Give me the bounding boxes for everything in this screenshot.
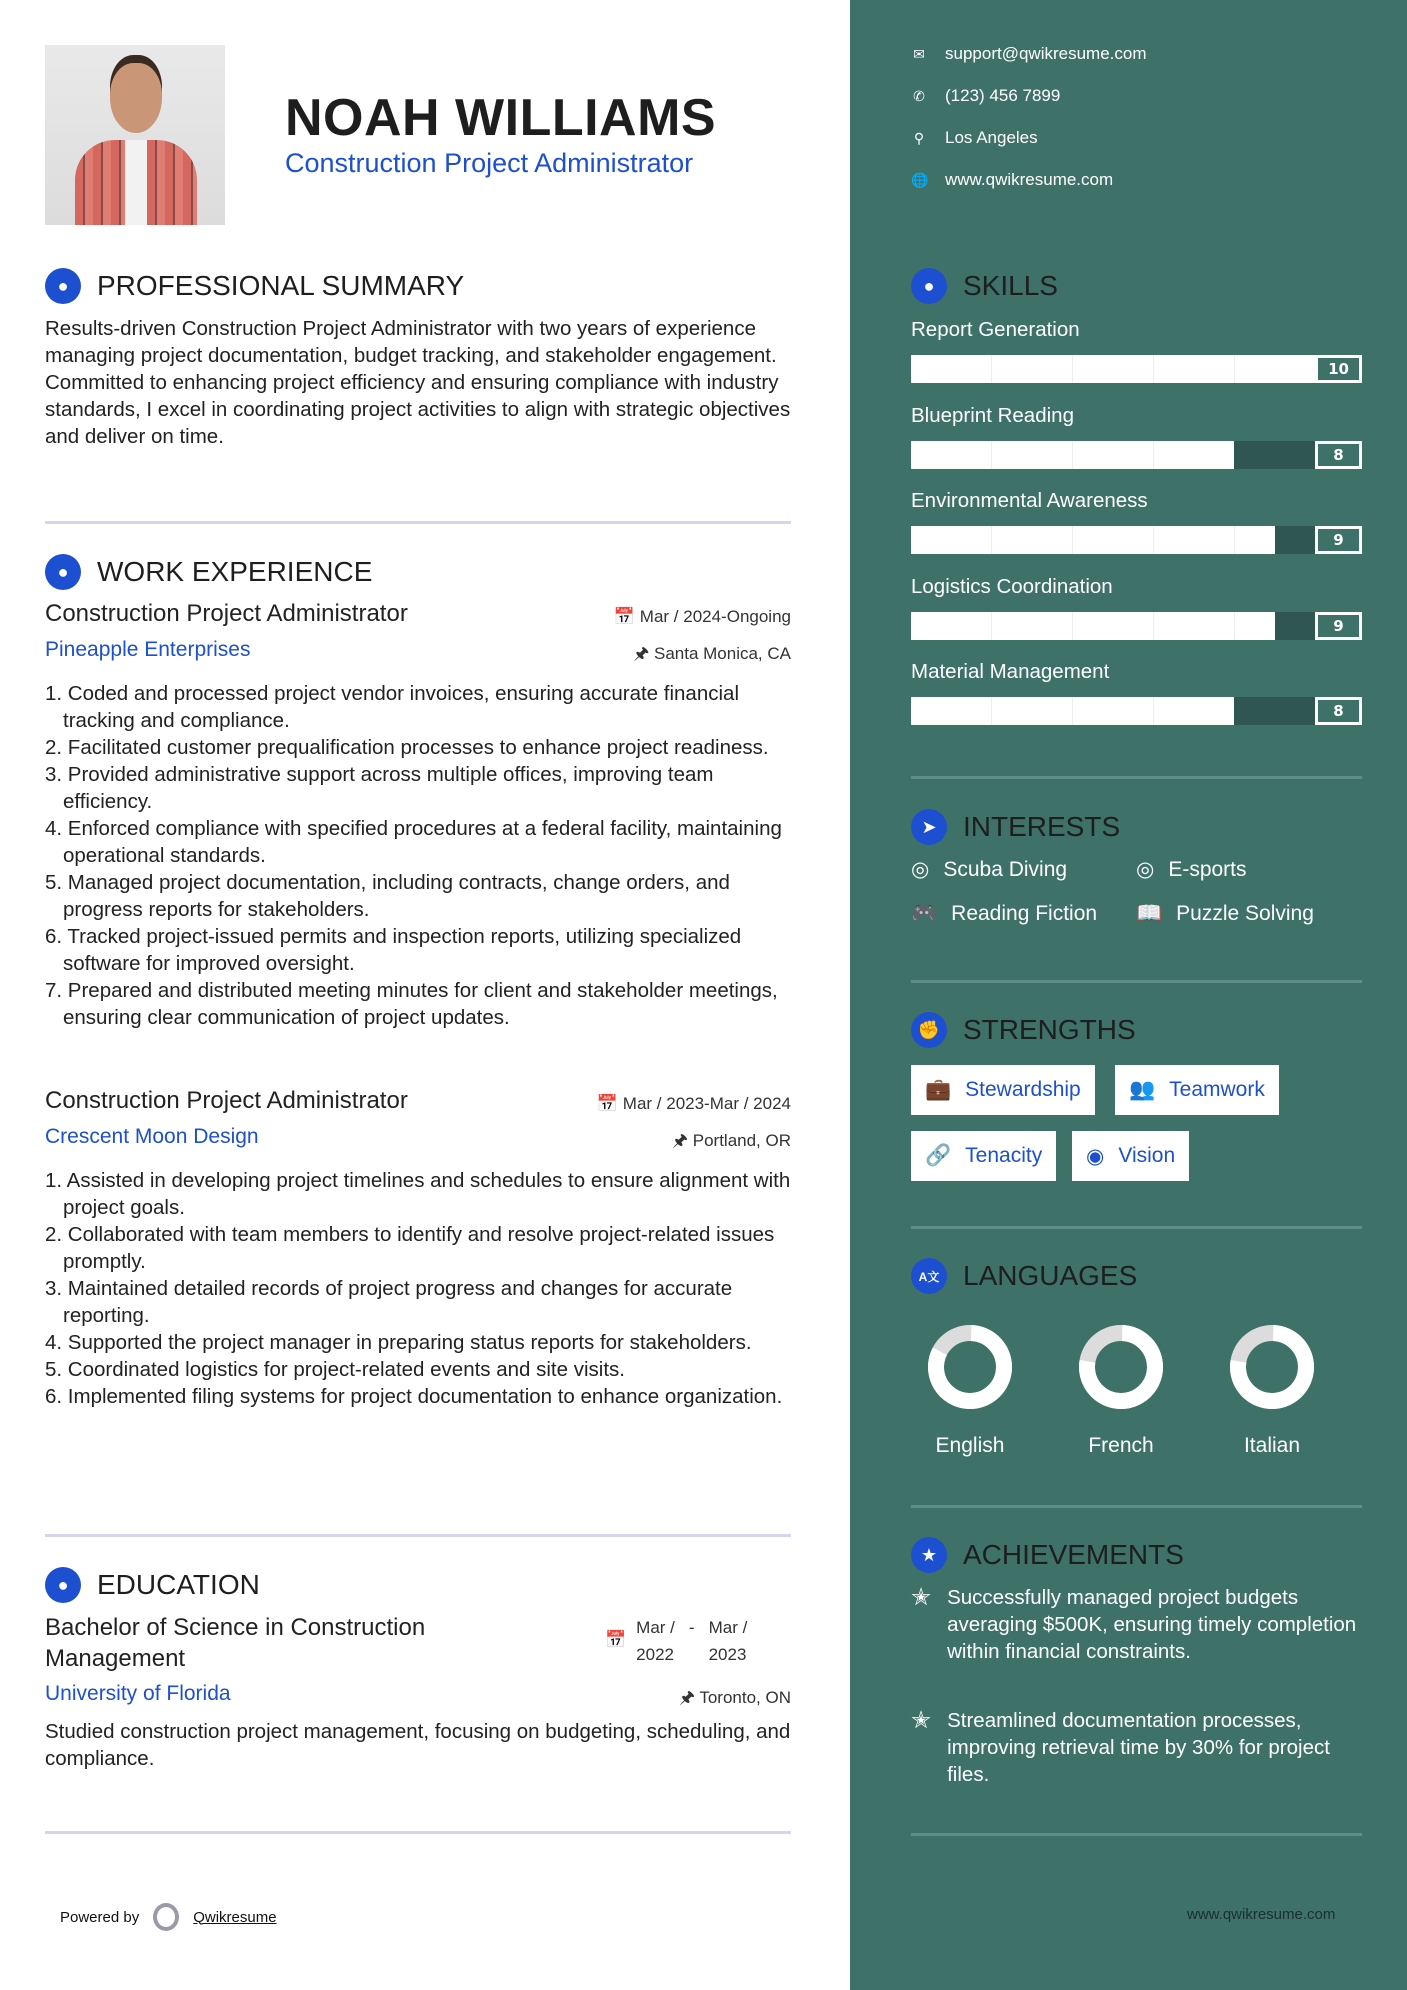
interest-item [1136,857,1247,882]
skill-fill [911,441,1234,469]
strength-chip [911,1065,1095,1115]
skill-level: 10 [1315,355,1362,383]
binoculars-icon: ◉ [1086,1144,1105,1168]
strength-label: Vision [1118,1144,1176,1167]
divider [45,1831,791,1834]
education-dates [605,1614,747,1668]
start-date [636,1614,675,1668]
skill-bar [911,355,1362,383]
powered-by-text: Powered by [60,1908,140,1926]
interest-label: Reading Fiction [951,902,1098,925]
list-item: 3. Provided administrative support across multiple offices, improving team efficiency. [45,763,714,813]
skill-fill [911,697,1234,725]
star-badge-icon: ★ [911,1537,947,1573]
language-donut [1076,1322,1166,1412]
summary-heading [45,268,464,304]
heading-text: WORK EXPERIENCE [97,556,373,587]
language-donut [1227,1322,1317,1412]
location-text: Toronto, ON [699,1688,791,1707]
list-item: 5. Coordinated logistics for project-related events and site visits. [45,1358,625,1381]
company: Crescent Moon Design [45,1125,259,1148]
skill-bar [911,441,1362,469]
skills-heading [911,268,1058,304]
language-item [1061,1322,1181,1458]
job-title: Construction Project Administrator [45,600,408,627]
achievement-item [911,1584,1362,1665]
job-location [634,641,791,670]
globe-icon: 🌐 [911,171,929,188]
contact-text: Los Angeles [945,128,1038,147]
language-donut [925,1322,1015,1412]
date-separator: - [688,1618,695,1637]
heading-text: LANGUAGES [963,1260,1138,1291]
skill-level: 8 [1315,441,1362,469]
powered-by [60,1903,277,1931]
skill-track [911,697,1315,725]
strength-chip [1072,1131,1189,1181]
contact-item[interactable] [911,170,1113,190]
end-date [709,1614,748,1668]
list-item: 6. Implemented filing systems for project documentation to enhance organization. [45,1385,783,1408]
list-item: 1. Coded and processed project vendor invoices, ensuring accurate financial tracking and compliance. [45,682,739,732]
education-description: Studied construction project management, focusing on budgeting, scheduling, and compliance. [45,1720,791,1770]
divider [911,1505,1362,1508]
job-bullets [45,1167,795,1410]
skill-track [911,526,1315,554]
job-date [614,607,791,627]
divider [45,1534,791,1537]
paper-plane-icon: ➤ [911,809,947,845]
language-name: Italian [1243,1434,1301,1457]
pin-icon: 🖈 [633,644,654,663]
job-title: Construction Project Administrator [45,1087,408,1114]
skill-fill [911,355,1315,383]
fist-icon: ✊ [911,1012,947,1048]
language-name: French [1088,1434,1154,1457]
brand-link[interactable]: Qwikresume [193,1908,277,1926]
map-marker-icon: ⚲ [913,129,925,146]
education-heading [45,1567,260,1603]
list-item: 7. Prepared and distributed meeting minutes for client and stakeholder meetings, ensuring clear communication of project updates. [45,979,778,1029]
language-icon: A文 [911,1258,947,1294]
list-item: 1. Assisted in developing project timelines and schedules to ensure alignment with project goals. [45,1169,791,1219]
achievements-heading [911,1537,1184,1573]
link-icon: 🔗 [925,1144,952,1167]
skill-bar [911,612,1362,640]
profile-photo [45,45,225,225]
star-icon: ✭ [911,1707,932,1734]
pin-icon: 🖈 [672,1131,693,1150]
end-year: 2023 [708,1645,747,1664]
interest-item [911,902,1097,926]
heading-text: STRENGTHS [963,1014,1136,1045]
skill-name: Material Management [911,660,1110,683]
list-item: 2. Collaborated with team members to identify and resolve project-related issues promptly. [45,1223,775,1273]
contact-text: www.qwikresume.com [945,170,1114,189]
skill-track [911,612,1315,640]
list-item: 4. Enforced compliance with specified procedures at a federal facility, maintaining operational standards. [45,817,782,867]
gamepad-icon: 🎮 [911,902,938,925]
heading-text: INTERESTS [963,811,1121,842]
strengths-heading [911,1012,1136,1048]
qwikresume-logo-icon [153,1903,179,1931]
users-icon: 👥 [1129,1078,1156,1101]
life-ring-icon: ◎ [1136,858,1155,881]
phone-icon: ✆ [913,87,925,104]
contact-item[interactable] [911,128,1038,148]
skill-name: Environmental Awareness [911,489,1148,512]
graduate-icon: ● [45,1567,81,1603]
skill-name: Blueprint Reading [911,403,1074,427]
location-text: Santa Monica, CA [653,644,791,663]
divider [911,776,1362,779]
language-item [1212,1322,1332,1458]
list-item: 4. Supported the project manager in preparing status reports for stakeholders. [45,1331,752,1354]
skill-name: Report Generation [911,318,1080,341]
contact-item[interactable] [911,44,1147,64]
languages-heading [911,1258,1137,1294]
contact-item[interactable] [911,86,1060,106]
list-item: 6. Tracked project-issued permits and inspection reports, utilizing specialized software for improved oversight. [45,925,742,975]
envelope-icon: ✉ [913,45,925,62]
skill-track [911,355,1315,383]
achievement-item [911,1707,1362,1788]
strength-label: Tenacity [965,1144,1043,1167]
strength-chip [911,1131,1056,1181]
skill-bar [911,526,1362,554]
heading-text: PROFESSIONAL SUMMARY [97,270,465,301]
skill-level: 9 [1315,612,1362,640]
language-name: English [935,1434,1005,1457]
divider [45,521,791,524]
date-text: Mar / 2024-Ongoing [639,607,791,626]
divider [911,1833,1362,1836]
book-icon: 📖 [1136,902,1163,925]
contact-text: (123) 456 7899 [945,86,1061,105]
skill-fill [911,612,1275,640]
skill-item [911,404,1362,469]
skill-name: Logistics Coordination [911,574,1113,598]
skill-item [911,660,1362,725]
date-text: Mar / 2023-Mar / 2024 [622,1094,791,1113]
heading-text: EDUCATION [97,1569,260,1600]
experience-heading [45,554,372,590]
skill-fill [911,526,1275,554]
calendar-icon: 📅 [605,1630,627,1649]
degree: Bachelor of Science in Construction Management [45,1614,426,1672]
footer-url[interactable]: www.qwikresume.com [1187,1906,1336,1923]
end-month: Mar / [708,1618,748,1637]
star-icon: ✭ [911,1584,932,1611]
skill-level: 9 [1315,526,1362,554]
skill-item [911,489,1362,554]
briefcase-icon: 💼 [925,1078,952,1101]
company: Pineapple Enterprises [45,638,251,661]
language-item [910,1322,1030,1458]
skill-item [911,575,1362,640]
candidate-name: NOAH WILLIAMS [285,89,717,147]
start-year: 2022 [636,1645,674,1664]
strength-label: Stewardship [965,1078,1081,1101]
pin-icon: 🖈 [679,1688,700,1707]
list-item: 5. Managed project documentation, including contracts, change orders, and progress reports for stakeholders. [45,871,730,921]
job-location [672,1128,791,1157]
job-date [597,1094,791,1114]
skill-track [911,441,1315,469]
contact-text: support@qwikresume.com [945,44,1147,63]
user-icon: ● [45,268,81,304]
life-ring-icon: ◎ [911,858,930,881]
achievement-text: Streamlined documentation processes, improving retrieval time by 30% for project files. [947,1709,1330,1786]
school: University of Florida [45,1682,231,1705]
briefcase-user-icon: ● [45,554,81,590]
calendar-icon: 📅 [596,1094,623,1113]
heading-text: ACHIEVEMENTS [963,1539,1184,1570]
start-month: Mar / [636,1618,675,1637]
strength-label: Teamwork [1169,1078,1265,1101]
lightbulb-icon: ● [911,268,947,304]
divider [911,980,1362,983]
interest-label: Scuba Diving [943,857,1068,881]
summary-text: Results-driven Construction Project Administrator with two years of experience managing project documentation, budget tracking, and stakeholder engagement. Committed to enhancing project efficiency and ensuring compliance with industry standards, I excel in coordinating project activities to align with strategic objectives and deliver on time. [45,317,791,448]
interest-label: Puzzle Solving [1176,902,1314,925]
interest-label: E-sports [1168,857,1247,881]
calendar-icon: 📅 [613,607,640,626]
skill-bar [911,697,1362,725]
interest-item [1136,902,1314,926]
skill-level: 8 [1315,697,1362,725]
list-item: 3. Maintained detailed records of project progress and changes for accurate reporting. [45,1277,733,1327]
achievement-text: Successfully managed project budgets averaging $500K, ensuring timely completion within financial constraints. [947,1586,1357,1663]
divider [911,1226,1362,1229]
job-bullets [45,680,795,1031]
education-location [679,1685,791,1714]
location-text: Portland, OR [692,1131,791,1150]
list-item: 2. Facilitated customer prequalification processes to enhance project readiness. [45,736,769,759]
interest-item [911,857,1067,882]
interests-heading [911,809,1120,845]
skill-item [911,318,1362,383]
candidate-title: Construction Project Administrator [285,148,694,178]
heading-text: SKILLS [963,270,1058,301]
strength-chip [1115,1065,1279,1115]
